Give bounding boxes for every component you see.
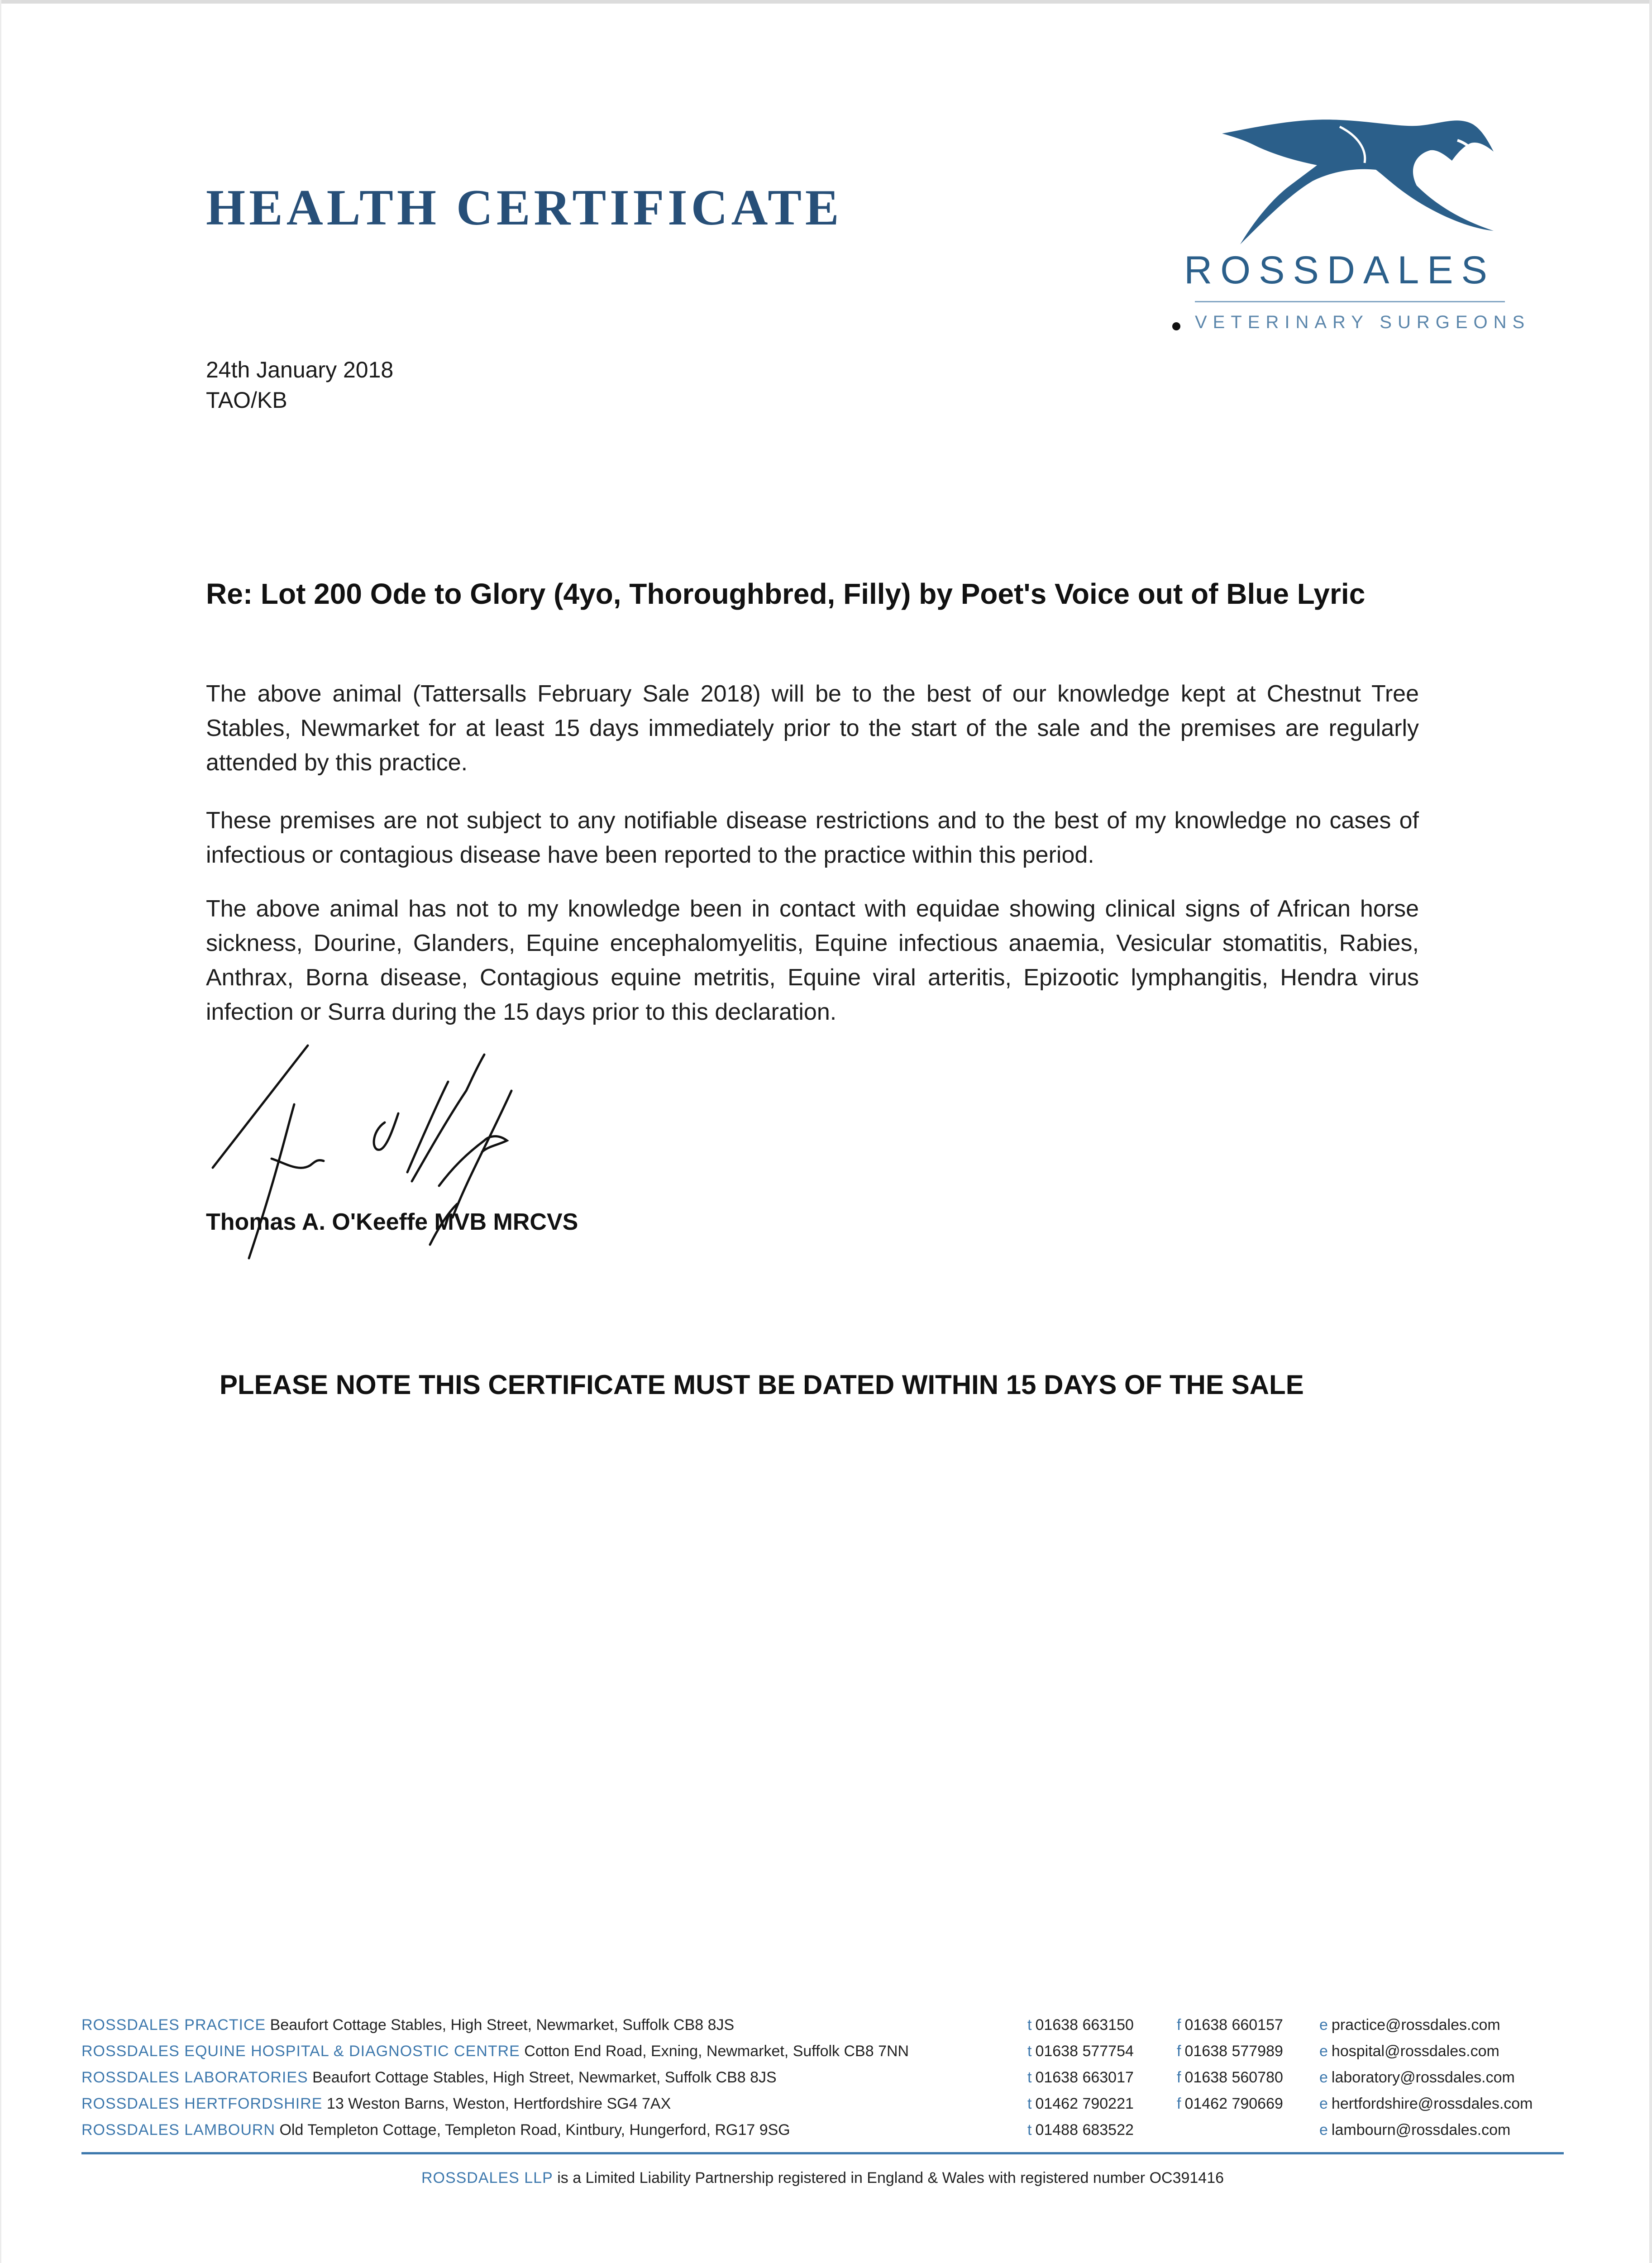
page-title: HEALTH CERTIFICATE [206,180,843,236]
logo-subtitle: VETERINARY SURGEONS [1195,312,1531,332]
location-phone: 01638 663017 [1035,2069,1134,2086]
location-address: Beaufort Cottage Stables, High Street, Newmarket, Suffolk CB8 8JS [270,2016,735,2034]
location-brand: ROSSDALES LAMBOURN [81,2121,275,2139]
location-phone: 01462 790221 [1035,2095,1134,2112]
location-address: 13 Weston Barns, Weston, Hertfordshire SG4 7AX [326,2095,671,2112]
legal-brand: ROSSDALES LLP [421,2169,553,2187]
location-fax: 01462 790669 [1184,2095,1283,2112]
legal-text: is a Limited Liability Partnership registered in England & Wales with registered number OC391416 [557,2169,1224,2187]
location-address: Cotton End Road, Exning, Newmarket, Suffolk CB8 7NN [524,2043,909,2060]
letter-reference: TAO/KB [206,387,287,413]
footer-location-row: ROSSDALES PRACTICE Beaufort Cottage Stables, High Street, Newmarket, Suffolk CB8 8JS t 01638 663150 f 01638 660157 e practice@rossdales.com [81,2016,1500,2034]
footer-location-row: ROSSDALES EQUINE HOSPITAL & DIAGNOSTIC CENTRE Cotton End Road, Exning, Newmarket, Suffolk CB8 7NN t 01638 577754 f 01638 577989 e hospital@rossdales.com [81,2043,1499,2060]
location-email: laboratory@rossdales.com [1331,2069,1515,2086]
logo-wordmark: ROSSDALES [1184,248,1495,292]
subject-line: Re: Lot 200 Ode to Glory (4yo, Thoroughbred, Filly) by Poet's Voice out of Blue Lyric [206,578,1366,610]
letter-date: 24th January 2018 [206,357,394,382]
location-email: hertfordshire@rossdales.com [1331,2095,1533,2112]
location-email: lambourn@rossdales.com [1331,2121,1511,2139]
scan-edge [0,0,1,2263]
footer-divider [81,2152,1564,2154]
legal-notice [81,2169,1564,2187]
location-brand: ROSSDALES HERTFORDSHIRE [81,2095,323,2112]
bullet-icon [1172,322,1180,330]
location-address: Old Templeton Cottage, Templeton Road, Kintbury, Hungerford, RG17 9SG [279,2121,790,2139]
scan-edge [0,0,1652,4]
body-paragraph: These premises are not subject to any notifiable disease restrictions and to the best of my knowledge no cases of infectious or contagious disease have been reported to the practice within this period. [206,807,1419,868]
location-phone: 01488 683522 [1035,2121,1134,2139]
location-address: Beaufort Cottage Stables, High Street, Newmarket, Suffolk CB8 8JS [312,2069,777,2086]
footer-location-row: ROSSDALES LABORATORIES Beaufort Cottage Stables, High Street, Newmarket, Suffolk CB8 8JS t 01638 663017 f 01638 560780 e laboratory@rossdales.com [81,2069,1515,2086]
location-fax: 01638 577989 [1184,2043,1283,2060]
footer-location-row: ROSSDALES HERTFORDSHIRE 13 Weston Barns, Weston, Hertfordshire SG4 7AX t 01462 790221 f 01462 790669 e hertfordshire@rossdales.com [81,2095,1533,2112]
certificate-notice: PLEASE NOTE THIS CERTIFICATE MUST BE DATED WITHIN 15 DAYS OF THE SALE [220,1370,1304,1400]
signatory-name: Thomas A. O'Keeffe MVB MRCVS [206,1209,578,1235]
handwritten-signature [195,1027,602,1281]
scan-edge [1649,0,1652,2263]
location-fax: 01638 560780 [1184,2069,1283,2086]
location-email: hospital@rossdales.com [1331,2043,1499,2060]
location-brand: ROSSDALES PRACTICE [81,2016,266,2034]
body-paragraph: The above animal has not to my knowledge been in contact with equidae showing clinical signs of African horse sickness, Dourine, Glanders, Equine encephalomyelitis, Equine infectious anaemia, Vesicular stomatitis, Rabies, Anthrax, Borna disease, Contagious equine metritis, Equine viral arteritis, Epizootic lymphangitis, Hendra virus infection or Surra during the 15 days prior to this declaration. [206,896,1419,1025]
footer-contacts [81,2016,1566,2148]
footer-location-row: ROSSDALES LAMBOURN Old Templeton Cottage, Templeton Road, Kintbury, Hungerford, RG17 9SG t 01488 683522 e lambourn@rossdales.com [81,2121,1511,2139]
location-phone: 01638 663150 [1035,2016,1134,2034]
body-paragraph: The above animal (Tattersalls February Sale 2018) will be to the best of our knowledge kept at Chestnut Tree Stables, Newmarket for at least 15 days immediately prior to the start of the sale and the premises are regularly attended by this practice. [206,681,1419,776]
location-brand: ROSSDALES EQUINE HOSPITAL & DIAGNOSTIC CENTRE [81,2043,520,2060]
location-phone: 01638 577754 [1035,2043,1134,2060]
location-email: practice@rossdales.com [1331,2016,1500,2034]
location-brand: ROSSDALES LABORATORIES [81,2069,308,2086]
horse-logo-icon [1204,109,1498,258]
logo-divider [1195,301,1505,302]
location-fax: 01638 660157 [1184,2016,1283,2034]
